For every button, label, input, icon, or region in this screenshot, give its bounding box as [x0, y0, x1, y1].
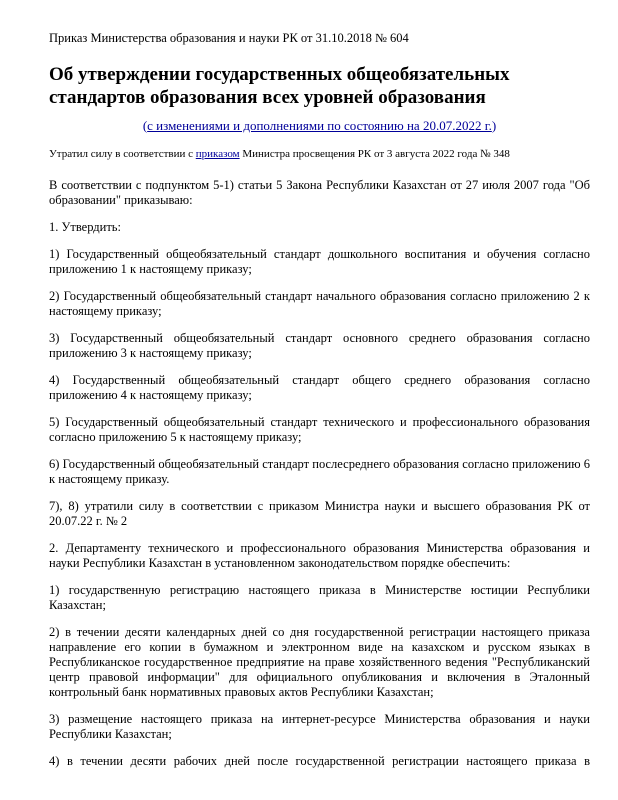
repeal-note-link[interactable]: приказом [195, 148, 240, 160]
amendments-link[interactable]: с изменениями и дополнениями по состоянию на 20.07.2022 г. [147, 118, 492, 133]
body-paragraph-item-4: 4) Государственный общеобязательный стандарт общего среднего образования согласно приложению 4 к настоящему приказу; [49, 373, 590, 402]
body-paragraph-item-7-8: 7), 8) утратили силу в соответствии с приказом Министра науки и высшего образования РК от 20.07.22 г. № 2 [49, 499, 590, 528]
document-body [49, 178, 590, 769]
body-paragraph-intro: В соответствии с подпунктом 5-1) статьи 5 Закона Республики Казахстан от 27 июля 2007 года "Об образовании" приказываю: [49, 178, 590, 207]
body-paragraph-sub-3: 3) размещение настоящего приказа на интернет-ресурсе Министерства образования и науки Республики Казахстан; [49, 712, 590, 741]
page-title: Об утверждении государственных общеобязательных стандартов образования всех уровней образования [49, 64, 510, 108]
doc-header: Приказ Министерства образования и науки РК от 31.10.2018 № 604 [49, 31, 409, 45]
body-paragraph-approve: 1. Утвердить: [49, 220, 121, 234]
body-paragraph-sub-1: 1) государственную регистрацию настоящего приказа в Министерстве юстиции Республики Казахстан; [49, 583, 590, 612]
body-paragraph-item-1: 1) Государственный общеобязательный стандарт дошкольного воспитания и обучения согласно приложению 1 к настоящему приказу; [49, 247, 590, 276]
repeal-note-suffix: Министра просвещения РК от 3 августа 2022 года № 348 [239, 148, 510, 160]
amendments-open-paren: ( [142, 118, 148, 133]
amendments-close-paren: ) [491, 118, 497, 133]
amendments-line [49, 118, 590, 134]
body-paragraph-point-2: 2. Департаменту технического и профессионального образования Министерства образования и науки Республики Казахстан в установленном законодательством порядке обеспечить: [49, 541, 590, 570]
body-paragraph-sub-2: 2) в течении десяти календарных дней со дня государственной регистрации настоящего приказа направление его копии в бумажном и электронном виде на казахском и русском языках в Республиканское государственное предприятие на праве хозяйственного ведения "Республиканский центр правовой информации" для официального опубликования и включения в Эталонный контрольный банк нормативных правовых актов Республики Казахстан; [49, 625, 590, 699]
repeal-note-prefix: Утратил силу в соответствии с [49, 148, 196, 160]
body-paragraph-sub-4: 4) в течении десяти рабочих дней после государственной регистрации настоящего приказа в [49, 754, 590, 768]
body-paragraph-item-6: 6) Государственный общеобязательный стандарт послесреднего образования согласно приложению 6 к настоящему приказу. [49, 457, 590, 486]
body-paragraph-item-5: 5) Государственный общеобязательный стандарт технического и профессионального образования согласно приложению 5 к настоящему приказу; [49, 415, 590, 444]
body-paragraph-item-2: 2) Государственный общеобязательный стандарт начального образования согласно приложению 2 к настоящему приказу; [49, 289, 590, 318]
repeal-note [49, 148, 590, 161]
body-paragraph-item-3: 3) Государственный общеобязательный стандарт основного среднего образования согласно приложению 3 к настоящему приказу; [49, 331, 590, 360]
